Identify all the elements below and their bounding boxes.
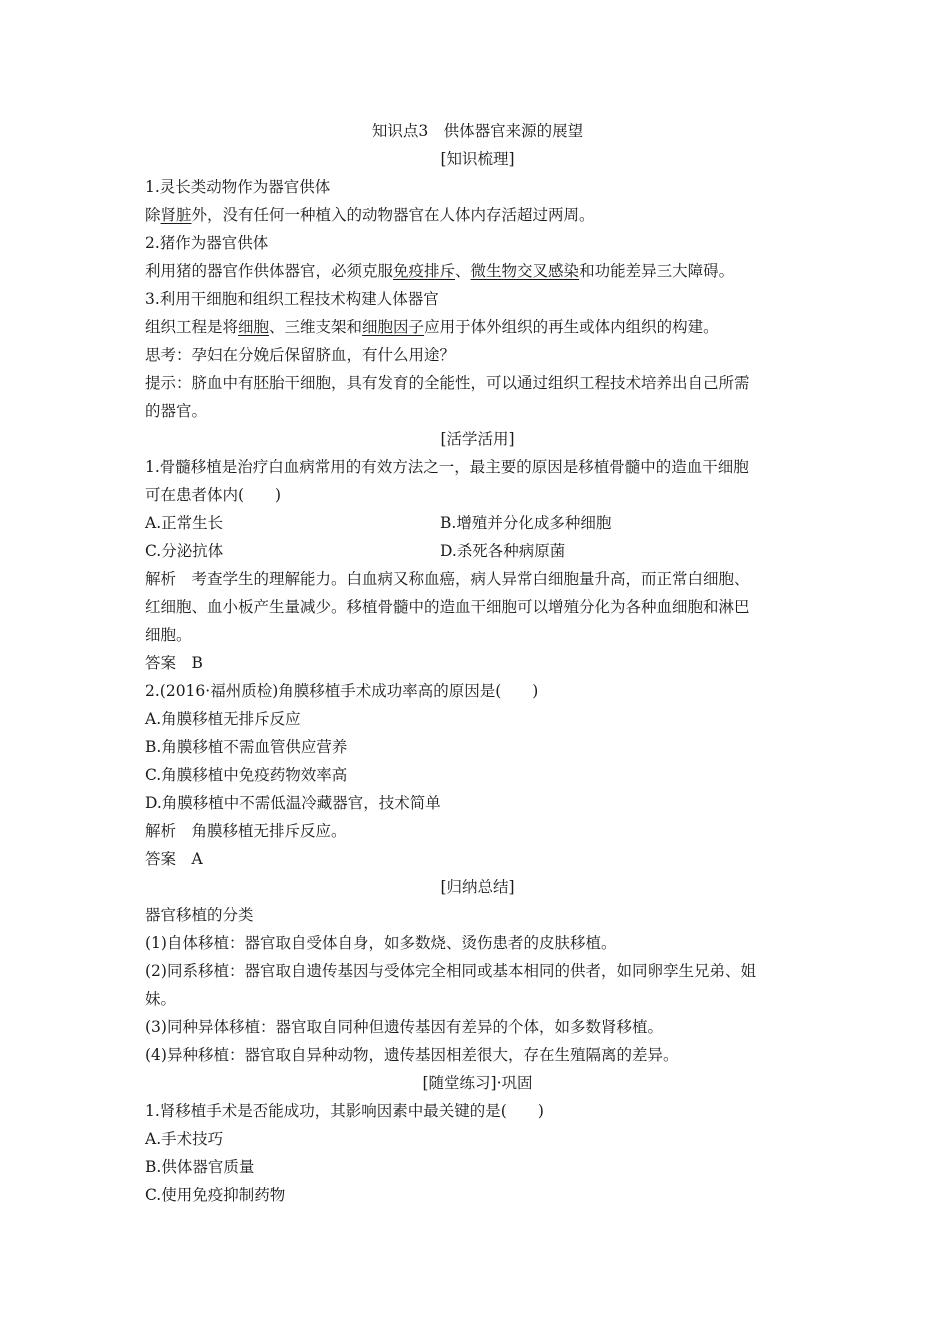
document-page <box>145 117 810 1209</box>
blank-answer: 肾脏 <box>160 206 192 224</box>
option-c: C.使用免疫抑制药物 <box>145 1186 286 1204</box>
summary-item-3: (3)同种异体移植：器官取自同种但遗传基因有差异的个体，如多数肾移植。 <box>145 1018 663 1036</box>
option-a: A.角膜移植无排斥反应 <box>145 710 301 728</box>
hint-line-1: 提示：脐血中有胚胎干细胞，具有发育的全能性，可以通过组织工程技术培养出自己所需 <box>145 374 750 392</box>
question-1-line-2: 可在患者体内( ) <box>145 486 282 504</box>
blank-answer: 细胞 <box>238 318 270 336</box>
question-2-answer: 答案 A <box>145 850 203 868</box>
point-1-text: 除肾脏外，没有任何一种植入的动物器官在人体内存活超过两周。 <box>145 206 595 224</box>
point-1-heading: 1.灵长类动物作为器官供体 <box>145 178 331 196</box>
summary-item-4: (4)异种移植：器官取自异种动物，遗传基因相差很大，存在生殖隔离的差异。 <box>145 1046 679 1064</box>
blank-answer: 免疫排斥 <box>393 262 456 280</box>
question-2-stem: 2.(2016·福州质检)角膜移植手术成功率高的原因是( ) <box>145 682 539 700</box>
question-1-explanation-3: 细胞。 <box>145 626 192 644</box>
section-header-summary: [归纳总结] <box>440 878 515 896</box>
point-2-heading: 2.猪作为器官供体 <box>145 234 269 252</box>
point-3-text: 组织工程是将细胞、三维支架和细胞因子应用于体外组织的再生或体内组织的构建。 <box>145 318 719 336</box>
section-header-knowledge: [知识梳理] <box>440 150 515 168</box>
page-title: 知识点3 供体器官来源的展望 <box>371 122 584 140</box>
summary-heading: 器官移植的分类 <box>145 906 254 924</box>
question-1-explanation-2: 红细胞、血小板产生量减少。移植骨髓中的造血干细胞可以增殖分化为各种血细胞和淋巴 <box>145 598 750 616</box>
section-header-practice: [活学活用] <box>440 430 515 448</box>
option-a: A.手术技巧 <box>145 1130 224 1148</box>
option-b: B.增殖并分化成多种细胞 <box>440 514 612 532</box>
summary-item-2a: (2)同系移植：器官取自遗传基因与受体完全相同或基本相同的供者，如同卵孪生兄弟、姐 <box>145 962 756 980</box>
question-1-explanation-1: 解析 考查学生的理解能力。白血病又称血癌，病人异常白细胞量升高，而正常白细胞、 <box>145 570 750 588</box>
blank-answer: 微生物交叉感染 <box>470 262 580 280</box>
option-b: B.角膜移植不需血管供应营养 <box>145 738 348 756</box>
question-1-options-cd <box>145 537 810 565</box>
think-question: 思考：孕妇在分娩后保留脐血，有什么用途？ <box>145 346 456 364</box>
option-b: B.供体器官质量 <box>145 1158 255 1176</box>
point-2-text: 利用猪的器官作供体器官，必须克服免疫排斥、微生物交叉感染和功能差异三大障碍。 <box>145 262 735 280</box>
summary-item-1: (1)自体移植：器官取自受体自身，如多数烧、烫伤患者的皮肤移植。 <box>145 934 617 952</box>
question-1-options-ab <box>145 509 810 537</box>
question-2-explanation: 解析 角膜移植无排斥反应。 <box>145 822 347 840</box>
question-1-answer: 答案 B <box>145 654 203 672</box>
option-c: C.分泌抗体 <box>145 542 224 560</box>
option-d: D.角膜移植中不需低温冷藏器官，技术简单 <box>145 794 441 812</box>
option-c: C.角膜移植中免疫药物效率高 <box>145 766 348 784</box>
summary-item-2b: 妹。 <box>145 990 177 1008</box>
exercise-1-stem: 1.肾移植手术是否能成功，其影响因素中最关键的是( ) <box>145 1102 544 1120</box>
option-d: D.杀死各种病原菌 <box>440 542 566 560</box>
hint-line-2: 的器官。 <box>145 402 208 420</box>
section-header-exercise: [随堂练习]·巩固 <box>422 1074 533 1092</box>
question-1-line-1: 1.骨髓移植是治疗白血病常用的有效方法之一，最主要的原因是移植骨髓中的造血干细胞 <box>145 458 749 476</box>
option-a: A.正常生长 <box>145 514 224 532</box>
point-3-heading: 3.利用干细胞和组织工程技术构建人体器官 <box>145 290 439 308</box>
blank-answer: 细胞因子 <box>362 318 425 336</box>
